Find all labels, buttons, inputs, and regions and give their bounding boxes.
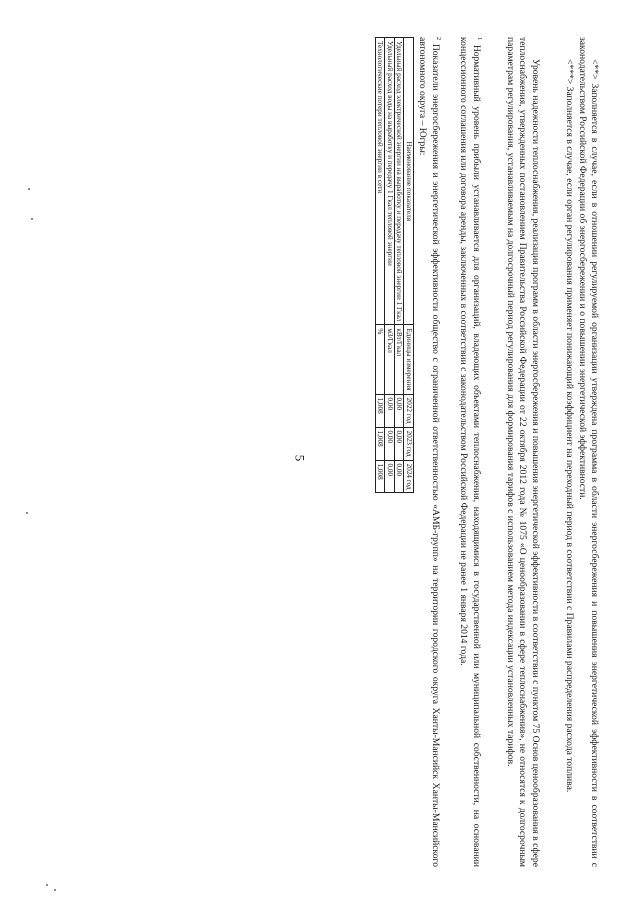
table-row <box>375 38 385 493</box>
table-header-cell: 2022 год <box>404 394 414 427</box>
note-triple-asterisk: <***> Заполняется в случае, если орган регулирования применяет понижающий коэффициент на переходный период в соответствии с Правилами распределения расхода топлива. <box>564 59 576 793</box>
table-header-cell: 2023 год <box>404 427 414 460</box>
table-row <box>385 38 395 493</box>
footnote-1 <box>457 37 482 867</box>
table-cell: Технологические потери тепловой энергии в сети <box>375 38 385 325</box>
table-cell: % <box>375 325 385 394</box>
table-cell: Удельный расход воды на выработку и передачу 1 Гкал тепловой энергии <box>385 38 395 325</box>
page-number: 5 <box>292 454 308 462</box>
table-cell: м3/Гкал <box>385 325 395 394</box>
footnote-1-mark: 1 <box>475 37 483 41</box>
table-cell: 0,00 <box>385 460 395 493</box>
scan-speck <box>28 188 30 190</box>
table-cell: 0,00 <box>394 394 404 427</box>
scan-speck <box>54 889 56 891</box>
scan-speck <box>31 218 33 220</box>
scan-speck <box>26 512 28 514</box>
document-body <box>40 37 600 867</box>
table-cell: 0,00 <box>385 427 395 460</box>
table-cell: 0,00 <box>385 394 395 427</box>
table-cell: Удельный расход электрической энергии на выработку и передачу тепловой энергии 1 Гкал <box>394 38 404 325</box>
table-cell: 1,008 <box>375 427 385 460</box>
table-cell: 0,00 <box>394 427 404 460</box>
footnote-2-text: Показатели энергосбережения и энергетической эффективности общество с ограниченной ответственностью «АМБ-групп» на территории городского округа Ханты-Мансийск Ханты-Мансийского автономного округа – Югры: <box>417 37 441 867</box>
scan-speck <box>46 884 48 886</box>
table-header-cell: 2024 год <box>404 460 414 493</box>
reliability-paragraph: Уровень надежности теплоснабжения, реализация программ в области энергосбережения и повышения энергетической эффективности в соответствии с пунктом 75 Основ ценообразования в сфере теплоснабжения, утвержденных постановлением Правительства Российской Федерации от 22 октября 2012 года № 1075 «О ценообразовании в сфере теплоснабжения», не относятся к долгосрочным параметрам регулирования, устанавливаемым на долгосрочный период регулирования для формирования тарифов с использованием метода индексации установленных тарифов. <box>504 37 541 867</box>
note-double-asterisk: <**> Заполняется в случае, если в отношении регулируемой организации утверждена программа в области энергосбережения и повышения энергетической эффективности в соответствии с законодательством Российской Федерации об энергосбережении и о повышении энергетической эффективности. <box>576 37 600 867</box>
footnote-2 <box>416 37 441 867</box>
table-header-row <box>404 38 414 493</box>
table-row <box>394 38 404 493</box>
table-header-cell: Наименование показателя <box>404 38 414 325</box>
table-header-cell: Единицы измерения <box>404 325 414 394</box>
table-cell: 0,00 <box>394 460 404 493</box>
footnote-1-text: Нормативный уровень прибыли устанавливается для организаций, владеющих объектами теплоснабжения, находящимися в государственной или муниципальной собственности, на основании концессионного соглашения или договора аренды, заключенных в соответствии с законодательством Российской Федерации не ранее 1 января 2014 года. <box>458 37 482 867</box>
table-cell: 1,008 <box>375 394 385 427</box>
table-cell: 1,008 <box>375 460 385 493</box>
energy-efficiency-table <box>375 37 414 493</box>
table-cell: кВт/Гкал <box>394 325 404 394</box>
footnote-2-mark: 2 <box>434 37 442 41</box>
